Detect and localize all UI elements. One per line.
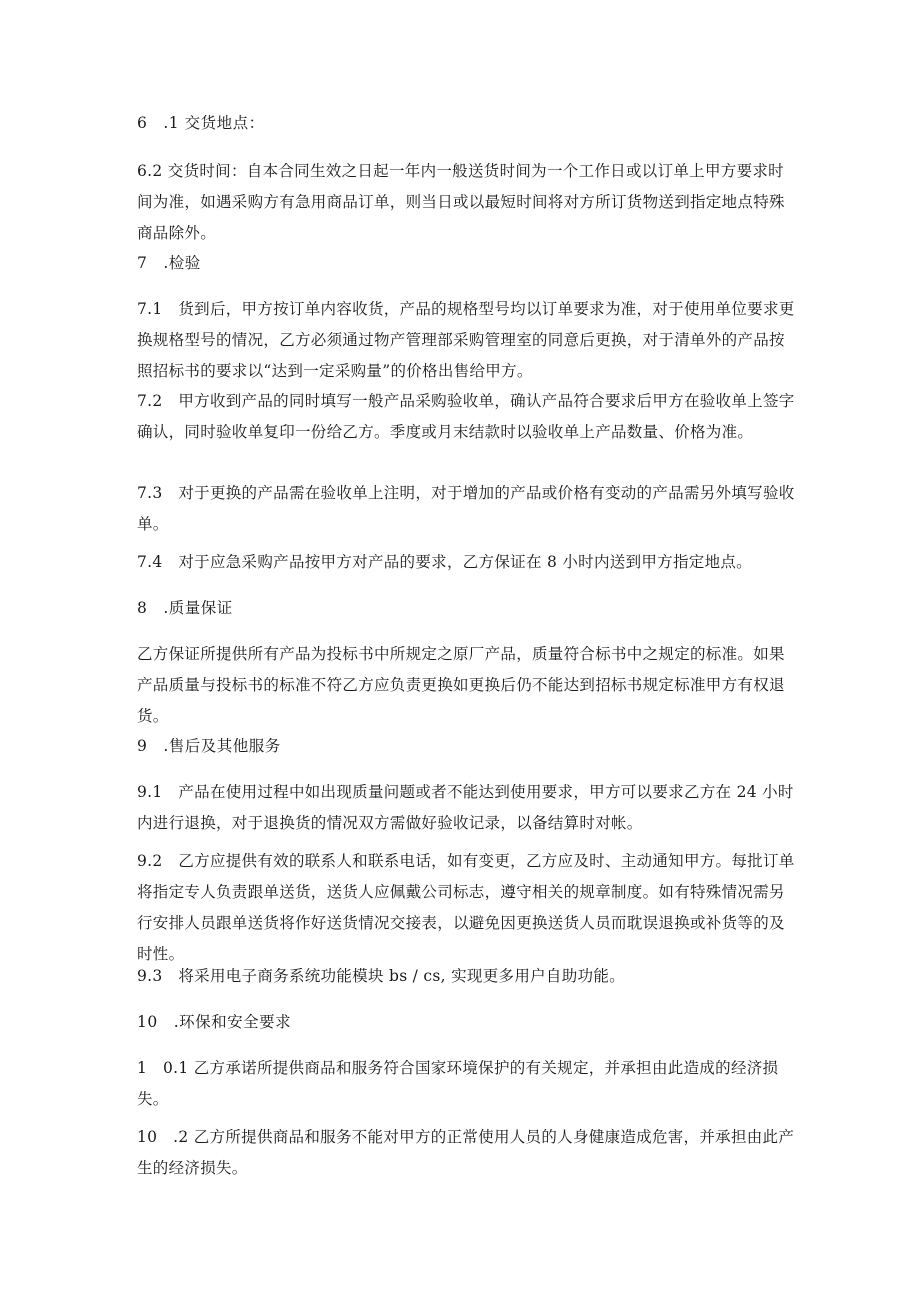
section-8-body: 乙方保证所提供所有产品为投标书中所规定之原厂产品，质量符合标书中之规定的标准。如果产品质量与投标书的标准不符乙方应负责更换如更换后仍不能达到招标书规定标准甲方有权退货。 [137,645,785,725]
section-9-2: 9.2 乙方应提供有效的联系人和联系电话，如有变更，乙方应及时、主动通知甲方。每批订单将指定专人负责跟单送货，送货人应佩戴公司标志，遵守相关的规章制度。如有特殊情况需另行安排人员跟单送货将作好送货情况交接表，以避免因更换送货人员而耽误退换或补货等的及时性。 [137,852,795,963]
section-9-heading: 9 .售后及其他服务 [137,737,281,755]
section-7-2: 7.2 甲方收到产品的同时填写一般产品采购验收单，确认产品符合要求后甲方在验收单上签字确认，同时验收单复印一份给乙方。季度或月末结款时以验收单上产品数量、价格为准。 [137,392,795,441]
section-10-2: 10 .2 乙方所提供商品和服务不能对甲方的正常使用人员的人身健康造成危害，并承担由此产生的经济损失。 [137,1128,795,1177]
section-7-4: 7.4 对于应急采购产品按甲方对产品的要求，乙方保证在 8 小时内送到甲方指定地点。 [137,553,752,571]
section-10-1: 1 0.1 乙方承诺所提供商品和服务符合国家环境保护的有关规定，并承担由此造成的经济损失。 [137,1059,779,1108]
section-7-3: 7.3 对于更换的产品需在验收单上注明，对于增加的产品或价格有变动的产品需另外填写验收单。 [137,484,795,533]
section-6-1-delivery-location: 6 .1 交货地点： [137,114,265,132]
section-7-1: 7.1 货到后，甲方按订单内容收货，产品的规格型号均以订单要求为准，对于使用单位要求更换规格型号的情况，乙方必须通过物产管理部采购管理室的同意后更换，对于清单外的产品按照招标书的要求以“达到一定采购量”的价格出售给甲方。 [137,300,795,380]
section-6-2-delivery-time: 6.2 交货时间：自本合同生效之日起一年内一般送货时间为一个工作日或以订单上甲方要求时间为准，如遇采购方有急用商品订单，则当日或以最短时间将对方所订货物送到指定地点特殊商品除外。 [137,162,785,242]
section-7-heading: 7 .检验 [137,254,201,272]
section-10-heading: 10 .环保和安全要求 [137,1013,292,1031]
section-9-1: 9.1 产品在使用过程中如出现质量问题或者不能达到使用要求，甲方可以要求乙方在 24 小时内进行退换，对于退换货的情况双方需做好验收记录，以备结算时对帐。 [137,783,794,832]
section-8-heading: 8 .质量保证 [137,599,233,617]
section-9-3: 9.3 将采用电子商务系统功能模块 bs / cs, 实现更多用户自助功能。 [137,967,625,985]
